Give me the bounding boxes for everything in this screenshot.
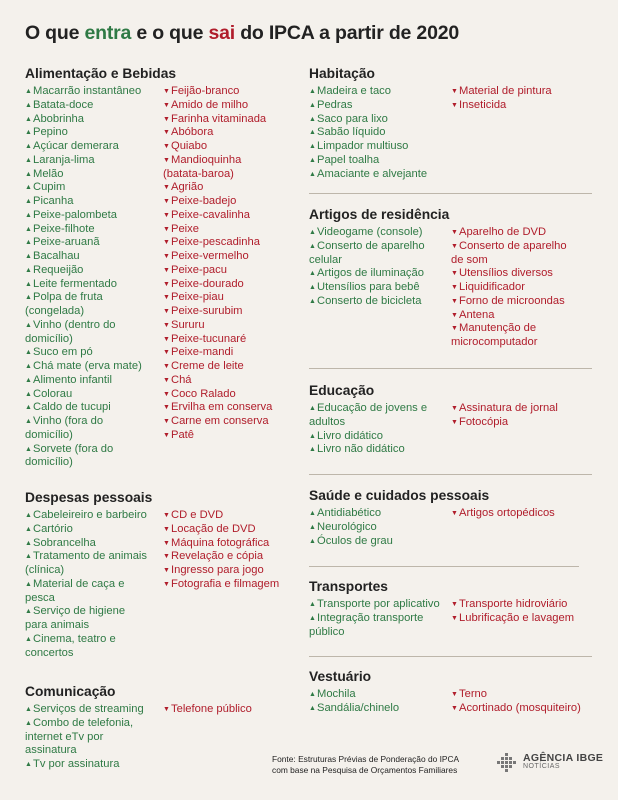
item-entering: domicílio) <box>25 456 73 469</box>
down-triangle-icon: ▼ <box>451 510 458 517</box>
up-triangle-icon: ▲ <box>309 405 316 412</box>
item-entering: concertos <box>25 646 74 659</box>
item-entering: assinatura <box>25 744 77 757</box>
down-triangle-icon: ▼ <box>451 691 458 698</box>
up-triangle-icon: ▲ <box>309 170 316 178</box>
item-leaving: ▼Assinatura de jornal <box>451 402 558 414</box>
up-triangle-icon: ▲ <box>309 242 316 250</box>
up-triangle-icon: ▲ <box>25 706 32 713</box>
item-entering: público <box>309 625 345 638</box>
item-entering: ▲Açúcar demerara <box>25 140 119 152</box>
up-triangle-icon: ▲ <box>25 266 32 274</box>
item-entering: ▲Cabeleireiro e barbeiro <box>25 509 147 521</box>
up-triangle-icon: ▲ <box>25 280 32 288</box>
up-triangle-icon: ▲ <box>309 446 316 454</box>
item-entering: ▲Combo de telefonia, <box>25 716 134 729</box>
item-leaving: ▼Terno <box>451 688 487 700</box>
list-in <box>309 85 427 181</box>
item-leaving: ▼Quiabo <box>163 140 208 152</box>
item-leaving: ▼Peixe-mandi <box>163 346 234 359</box>
item-leaving: ▼CD e DVD <box>163 509 224 521</box>
source-line-1: Fonte: Estruturas Prévias de Ponderação do IPCA <box>272 754 460 764</box>
section-title: Transportes <box>309 579 388 594</box>
item-entering: ▲Sandália/chinelo <box>309 701 400 714</box>
up-triangle-icon: ▲ <box>309 115 316 123</box>
up-triangle-icon: ▲ <box>25 115 32 123</box>
item-leaving: ▼Peixe-badejo <box>163 195 237 207</box>
item-leaving: ▼Peixe-dourado <box>163 277 244 290</box>
item-entering: ▲Tv por assinatura <box>25 758 120 770</box>
list-in <box>25 509 147 660</box>
down-triangle-icon: ▼ <box>163 101 170 109</box>
down-triangle-icon: ▼ <box>163 539 170 547</box>
down-triangle-icon: ▼ <box>451 405 458 412</box>
item-entering: ▲Conserto de bicicleta <box>309 294 422 307</box>
down-triangle-icon: ▼ <box>163 239 170 247</box>
item-entering: ▲Colorau <box>25 387 73 400</box>
down-triangle-icon: ▼ <box>163 156 170 164</box>
down-triangle-icon: ▼ <box>163 706 170 713</box>
item-leaving: ▼Feijão-branco <box>163 85 240 97</box>
up-triangle-icon: ▲ <box>25 390 32 398</box>
up-triangle-icon: ▲ <box>309 156 316 164</box>
down-triangle-icon: ▼ <box>451 88 458 95</box>
list-out <box>451 85 552 113</box>
agencia-ibge-logo <box>497 752 603 770</box>
down-triangle-icon: ▼ <box>163 266 170 274</box>
up-triangle-icon: ▲ <box>25 404 32 412</box>
up-triangle-icon: ▲ <box>25 198 32 205</box>
list-in <box>25 85 142 470</box>
section-title: Educação <box>309 383 375 398</box>
item-leaving: ▼Forno de microondas <box>451 294 565 307</box>
down-triangle-icon: ▼ <box>163 280 170 288</box>
item-entering: ▲Serviços de streaming <box>25 703 144 715</box>
item-entering: ▲Artigos de iluminação <box>309 267 424 280</box>
item-leaving: ▼Antena <box>451 308 495 321</box>
up-triangle-icon: ▲ <box>25 635 32 643</box>
item-entering: ▲Requeijão <box>25 263 84 276</box>
item-leaving: ▼Aparelho de DVD <box>451 226 547 238</box>
up-triangle-icon: ▲ <box>25 88 32 95</box>
up-triangle-icon: ▲ <box>309 704 316 712</box>
divider <box>309 566 579 567</box>
up-triangle-icon: ▲ <box>25 239 32 247</box>
ibge-logo-icon <box>497 753 521 773</box>
up-triangle-icon: ▲ <box>25 418 32 425</box>
down-triangle-icon: ▼ <box>451 297 458 305</box>
list-out <box>451 598 574 626</box>
list-out <box>163 703 252 717</box>
down-triangle-icon: ▼ <box>451 284 458 291</box>
item-entering: ▲Peixe-palombeta <box>25 208 117 221</box>
down-triangle-icon: ▼ <box>163 198 170 205</box>
item-entering: ▲Picanha <box>25 195 74 207</box>
up-triangle-icon: ▲ <box>25 321 32 329</box>
down-triangle-icon: ▼ <box>163 253 170 260</box>
down-triangle-icon: ▼ <box>451 270 458 278</box>
logo-sub-text: NOTÍCIAS <box>523 763 561 770</box>
item-leaving: ▼Ingresso para jogo <box>163 564 264 576</box>
item-entering: ▲Bacalhau <box>25 250 80 262</box>
source-line-2: com base na Pesquisa de Orçamentos Familiares <box>272 765 458 775</box>
list-in <box>309 507 393 548</box>
item-entering: ▲Conserto de aparelho <box>309 239 425 252</box>
source-note <box>272 754 459 776</box>
item-entering: (congelada) <box>25 305 85 317</box>
section-saude <box>309 488 555 547</box>
down-triangle-icon: ▼ <box>163 376 170 384</box>
up-triangle-icon: ▲ <box>25 761 32 768</box>
item-entering: ▲Óculos de grau <box>309 534 393 547</box>
section-despesas <box>25 490 280 659</box>
item-leaving: ▼Peixe-pescadinha <box>163 236 260 249</box>
item-leaving: ▼Material de pintura <box>451 85 552 97</box>
down-triangle-icon: ▼ <box>163 553 170 561</box>
item-leaving: ▼Inseticida <box>451 98 507 111</box>
item-entering: ▲Limpador multiuso <box>309 140 409 152</box>
item-entering: ▲Educação de jovens e <box>309 402 428 414</box>
list-in <box>309 402 427 457</box>
item-entering: ▲Transporte por aplicativo <box>309 598 440 610</box>
divider <box>309 193 592 194</box>
item-entering: internet eTv por <box>25 730 104 743</box>
up-triangle-icon: ▲ <box>25 143 32 150</box>
section-title: Despesas pessoais <box>25 490 153 505</box>
up-triangle-icon: ▲ <box>309 523 316 531</box>
item-leaving: ▼Peixe-surubim <box>163 305 243 317</box>
item-leaving: ▼Peixe-cavalinha <box>163 208 250 221</box>
item-entering: ▲Cupim <box>25 181 66 194</box>
item-leaving: ▼Creme de leite <box>163 360 244 372</box>
divider <box>309 656 592 657</box>
item-entering: ▲Tratamento de animais <box>25 550 147 563</box>
item-entering: ▲Mochila <box>309 688 356 700</box>
item-entering: ▲Saco para lixo <box>309 112 388 125</box>
up-triangle-icon: ▲ <box>25 512 32 519</box>
item-leaving: ▼Manutenção de <box>451 322 537 335</box>
item-entering: ▲Cinema, teatro e <box>25 632 116 645</box>
item-entering: ▲Amaciante e alvejante <box>309 167 428 180</box>
up-triangle-icon: ▲ <box>25 211 32 219</box>
down-triangle-icon: ▼ <box>163 184 170 192</box>
divider <box>309 368 592 369</box>
item-leaving: de som <box>451 253 488 266</box>
down-triangle-icon: ▼ <box>451 101 458 109</box>
item-entering: adultos <box>309 415 346 428</box>
list-out <box>451 688 581 716</box>
item-leaving: ▼Liquidificador <box>451 281 525 293</box>
item-entering: ▲Videogame (console) <box>309 226 423 238</box>
item-leaving: ▼Locação de DVD <box>163 522 256 535</box>
item-leaving: ▼Telefone público <box>163 703 252 715</box>
down-triangle-icon: ▼ <box>163 294 170 302</box>
up-triangle-icon: ▲ <box>25 445 32 453</box>
item-entering: ▲Chá mate (erva mate) <box>25 360 142 372</box>
section-title: Habitação <box>309 66 375 81</box>
down-triangle-icon: ▼ <box>163 418 170 425</box>
down-triangle-icon: ▼ <box>163 225 170 233</box>
down-triangle-icon: ▼ <box>163 431 170 439</box>
section-comunicacao <box>25 684 252 770</box>
item-entering: (clínica) <box>25 564 65 576</box>
item-entering: ▲Pedras <box>309 98 353 111</box>
item-leaving: (batata-baroa) <box>163 167 234 180</box>
up-triangle-icon: ▲ <box>25 170 32 178</box>
item-leaving: ▼Lubrificação e lavagem <box>451 611 575 624</box>
item-leaving: ▼Carne em conserva <box>163 415 269 427</box>
up-triangle-icon: ▲ <box>25 294 32 302</box>
down-triangle-icon: ▼ <box>451 614 458 622</box>
list-out <box>451 226 567 350</box>
item-entering: ▲Serviço de higiene <box>25 605 126 618</box>
section-title: Artigos de residência <box>309 207 450 222</box>
down-triangle-icon: ▼ <box>163 129 170 137</box>
down-triangle-icon: ▼ <box>163 115 170 123</box>
item-entering: domicílio) <box>25 428 73 441</box>
down-triangle-icon: ▼ <box>451 311 458 319</box>
item-leaving: ▼Farinha vitaminada <box>163 112 267 125</box>
page-title: O que entra e o que sai do IPCA a partir de 2020 <box>25 22 460 44</box>
section-educacao <box>309 383 558 456</box>
item-leaving: ▼Conserto de aparelho <box>451 239 567 252</box>
item-entering: ▲Abobrinha <box>25 112 85 125</box>
up-triangle-icon: ▲ <box>25 129 32 137</box>
section-vestuario <box>309 669 581 714</box>
item-leaving: ▼Agrião <box>163 181 204 194</box>
up-triangle-icon: ▲ <box>25 719 32 727</box>
up-triangle-icon: ▲ <box>25 363 32 370</box>
up-triangle-icon: ▲ <box>25 553 32 561</box>
item-leaving: ▼Peixe-tucunaré <box>163 332 247 345</box>
down-triangle-icon: ▼ <box>163 404 170 412</box>
list-out <box>163 85 272 443</box>
down-triangle-icon: ▼ <box>163 88 170 95</box>
up-triangle-icon: ▲ <box>25 101 32 109</box>
down-triangle-icon: ▼ <box>163 580 170 588</box>
item-entering: ▲Sobrancelha <box>25 536 96 549</box>
item-entering: ▲Laranja-lima <box>25 153 95 166</box>
item-entering: pesca <box>25 591 55 604</box>
item-leaving: ▼Peixe-pacu <box>163 263 227 276</box>
item-entering: ▲Peixe-aruanã <box>25 236 100 249</box>
section-transportes <box>309 579 575 638</box>
item-entering: ▲Cartório <box>25 522 73 535</box>
item-leaving: ▼Revelação e cópia <box>163 550 264 563</box>
up-triangle-icon: ▲ <box>25 525 32 533</box>
item-leaving: ▼Amido de milho <box>163 98 249 111</box>
list-in <box>309 688 399 716</box>
item-entering: domicílio) <box>25 332 73 345</box>
item-entering: ▲Suco em pó <box>25 346 93 359</box>
item-leaving: ▼Artigos ortopédicos <box>451 507 555 519</box>
item-entering: ▲Utensílios para bebê <box>309 281 420 293</box>
down-triangle-icon: ▼ <box>163 321 170 329</box>
divider <box>309 474 592 475</box>
item-leaving: ▼Fotografia e filmagem <box>163 577 280 590</box>
item-leaving: ▼Patê <box>163 428 195 441</box>
item-entering: ▲Sabão líquido <box>309 126 386 139</box>
down-triangle-icon: ▼ <box>451 601 458 608</box>
up-triangle-icon: ▲ <box>309 510 316 517</box>
item-leaving: ▼Transporte hidroviário <box>451 598 568 610</box>
section-residencia <box>309 207 567 348</box>
up-triangle-icon: ▲ <box>309 101 316 109</box>
up-triangle-icon: ▲ <box>309 537 316 545</box>
item-leaving: ▼Acortinado (mosquiteiro) <box>451 701 581 714</box>
up-triangle-icon: ▲ <box>25 539 32 547</box>
up-triangle-icon: ▲ <box>309 297 316 305</box>
item-leaving: ▼Máquina fotográfica <box>163 536 270 549</box>
up-triangle-icon: ▲ <box>25 349 32 357</box>
list-out <box>451 507 555 521</box>
down-triangle-icon: ▼ <box>163 525 170 533</box>
item-leaving: microcomputador <box>451 336 538 348</box>
down-triangle-icon: ▼ <box>163 567 170 574</box>
list-out <box>451 402 558 430</box>
section-alimentacao <box>25 66 273 469</box>
item-entering: ▲Macarrão instantâneo <box>25 85 142 97</box>
item-entering: celular <box>309 253 342 266</box>
item-leaving: ▼Chá <box>163 373 192 386</box>
item-entering: ▲Vinho (dentro do <box>25 318 116 331</box>
up-triangle-icon: ▲ <box>25 225 32 233</box>
down-triangle-icon: ▼ <box>451 418 458 426</box>
list-out <box>163 509 279 592</box>
item-leaving: ▼Fotocópia <box>451 415 509 428</box>
item-entering: ▲Integração transporte <box>309 611 424 624</box>
down-triangle-icon: ▼ <box>451 325 458 333</box>
item-leaving: ▼Abóbora <box>163 126 214 139</box>
item-entering: ▲Neurológico <box>309 520 377 533</box>
item-leaving: ▼Peixe-piau <box>163 291 224 304</box>
item-entering: ▲Leite fermentado <box>25 277 117 290</box>
item-entering: ▲Livro didático <box>309 429 383 442</box>
up-triangle-icon: ▲ <box>309 129 316 137</box>
item-entering: ▲Batata-doce <box>25 98 94 111</box>
up-triangle-icon: ▲ <box>309 143 316 150</box>
item-entering: ▲Sorvete (fora do <box>25 442 114 455</box>
item-leaving: ▼Peixe <box>163 222 199 235</box>
item-leaving: ▼Peixe-vermelho <box>163 250 249 262</box>
up-triangle-icon: ▲ <box>309 614 316 622</box>
down-triangle-icon: ▼ <box>163 335 170 343</box>
item-entering: ▲Madeira e taco <box>309 85 392 97</box>
item-entering: ▲Peixe-filhote <box>25 222 95 235</box>
item-entering: para animais <box>25 619 90 631</box>
list-in <box>25 703 144 772</box>
item-entering: ▲Material de caça e <box>25 577 125 590</box>
up-triangle-icon: ▲ <box>309 229 316 236</box>
up-triangle-icon: ▲ <box>25 608 32 616</box>
list-in <box>309 598 440 639</box>
down-triangle-icon: ▼ <box>163 512 170 519</box>
section-title: Saúde e cuidados pessoais <box>309 488 490 503</box>
item-leaving: ▼Sururu <box>163 318 205 331</box>
up-triangle-icon: ▲ <box>25 184 32 192</box>
item-entering: ▲Caldo de tucupi <box>25 401 111 414</box>
section-habitacao <box>309 66 552 180</box>
item-entering: ▲Vinho (fora do <box>25 415 104 427</box>
item-entering: ▲Pepino <box>25 126 68 139</box>
down-triangle-icon: ▼ <box>163 349 170 357</box>
item-entering: ▲Melão <box>25 167 64 180</box>
down-triangle-icon: ▼ <box>451 242 458 250</box>
down-triangle-icon: ▼ <box>451 229 458 236</box>
up-triangle-icon: ▲ <box>309 88 316 95</box>
up-triangle-icon: ▲ <box>25 156 32 164</box>
up-triangle-icon: ▲ <box>25 376 32 384</box>
item-entering: ▲Papel toalha <box>309 153 380 166</box>
section-title: Vestuário <box>309 669 372 684</box>
down-triangle-icon: ▼ <box>163 308 170 315</box>
list-in <box>309 226 425 309</box>
up-triangle-icon: ▲ <box>309 432 316 440</box>
down-triangle-icon: ▼ <box>451 704 458 712</box>
down-triangle-icon: ▼ <box>163 211 170 219</box>
item-leaving: ▼Utensílios diversos <box>451 267 553 280</box>
section-title: Alimentação e Bebidas <box>25 66 177 81</box>
up-triangle-icon: ▲ <box>25 253 32 260</box>
down-triangle-icon: ▼ <box>163 363 170 370</box>
item-entering: ▲Polpa de fruta <box>25 291 103 304</box>
section-title: Comunicação <box>25 684 116 699</box>
up-triangle-icon: ▲ <box>309 270 316 278</box>
item-leaving: ▼Mandioquinha <box>163 153 242 166</box>
item-leaving: ▼Ervilha em conserva <box>163 401 273 414</box>
item-entering: ▲Antidiabético <box>309 507 382 519</box>
item-entering: ▲Alimento infantil <box>25 373 112 386</box>
up-triangle-icon: ▲ <box>309 601 316 608</box>
down-triangle-icon: ▼ <box>163 390 170 398</box>
up-triangle-icon: ▲ <box>309 284 316 291</box>
up-triangle-icon: ▲ <box>309 691 316 698</box>
item-entering: ▲Livro não didático <box>309 443 405 456</box>
item-leaving: ▼Coco Ralado <box>163 387 236 400</box>
down-triangle-icon: ▼ <box>163 143 170 150</box>
up-triangle-icon: ▲ <box>25 580 32 588</box>
logo-main-text: AGÊNCIA IBGE <box>523 752 604 764</box>
